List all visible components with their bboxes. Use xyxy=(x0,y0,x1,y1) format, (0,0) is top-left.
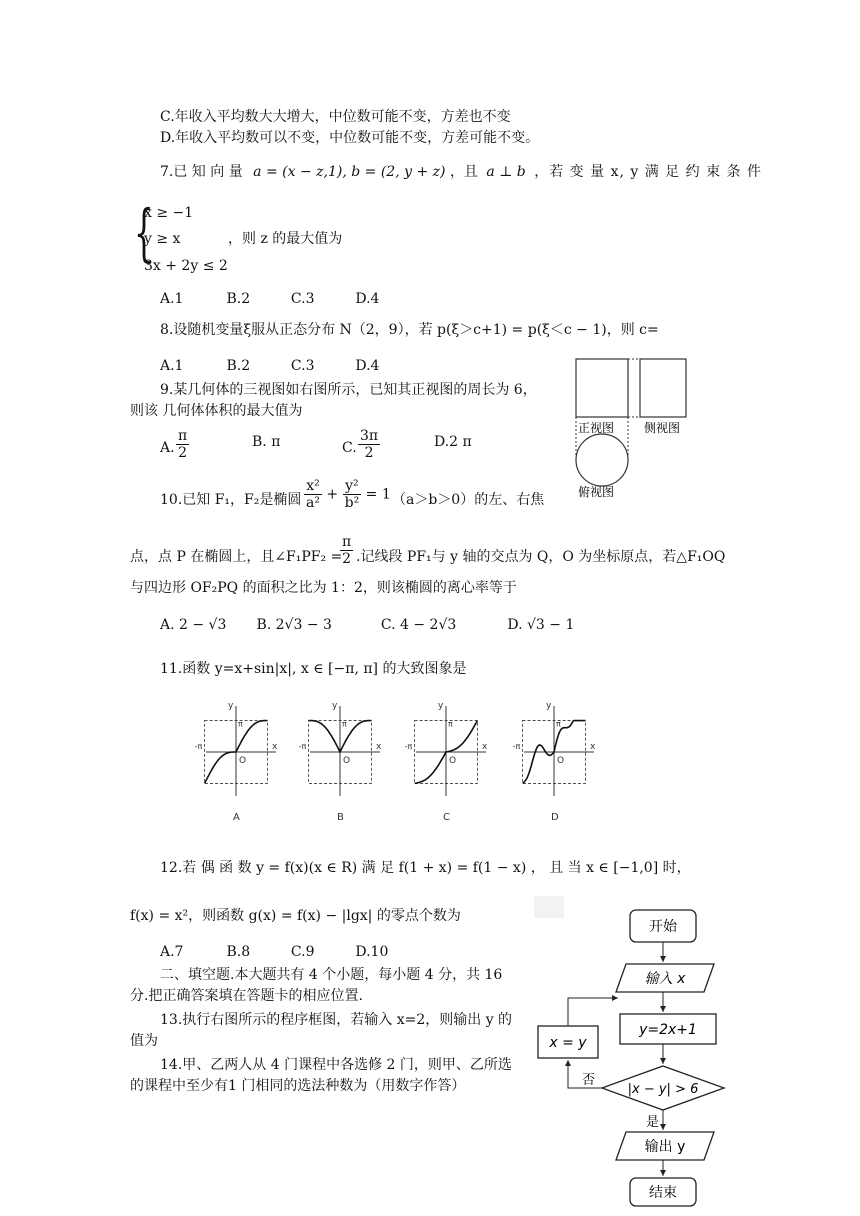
angle-frac xyxy=(340,534,353,567)
loop-arrow xyxy=(568,998,618,1026)
plus-sign: + xyxy=(326,486,339,503)
pi-label: π xyxy=(238,719,243,729)
origin-label: O xyxy=(343,756,351,766)
q7-and: ，且 xyxy=(449,164,478,180)
equals-one: = 1 xyxy=(365,486,391,503)
q7-option-d: D.4 xyxy=(355,291,380,307)
constraint-1: x ≥ −1 xyxy=(144,205,194,221)
q7-option-a: A.1 xyxy=(160,291,184,307)
q11-text: 11.函数 y=x+sin|x|, x ∈ [−π, π] 的大致图象是 xyxy=(160,661,467,677)
q10-line-1-lead: 10.已知 F₁，F₂是椭圆 xyxy=(160,492,302,508)
q7-constraint-lead: ，若 变 量 x, y 满 足 约 束 条 件 xyxy=(534,164,762,180)
q8-option-a: A.1 xyxy=(160,358,184,374)
top-view-label: 俯视图 xyxy=(578,485,615,499)
frac-num: π xyxy=(178,428,188,444)
q7-perp: a ⊥ b xyxy=(486,164,526,180)
q8-option-c: C.3 xyxy=(290,358,315,374)
q8-options xyxy=(160,356,379,376)
graph-label-c: C xyxy=(443,812,450,823)
frac-den: a² xyxy=(306,495,320,511)
graph-label-b: B xyxy=(337,812,344,823)
three-view-figure xyxy=(570,356,690,501)
condition-label: |x − y| > 6 xyxy=(627,1082,699,1097)
q10-line-1-tail: （a＞b＞0）的左、右焦 xyxy=(392,492,545,508)
q10-option-b: B. 2√3 − 3 xyxy=(256,617,332,633)
end-label: 结束 xyxy=(649,1185,677,1201)
q9-option-a-prefix: A. xyxy=(160,440,175,456)
neg-pi-label: -π xyxy=(194,742,203,751)
input-label: 输入 x xyxy=(644,971,686,987)
frac-num: y² xyxy=(343,478,362,495)
q12-option-b: B.8 xyxy=(226,944,251,960)
ellipse-equation xyxy=(304,478,391,511)
origin-label: O xyxy=(557,756,565,766)
option-c-text: C.年收入平均数大大增大，中位数可能不变，方差也不变 xyxy=(160,109,511,125)
frac-den: 2 xyxy=(178,445,188,461)
q12-line-1: 12.若 偶 函 数 y = f(x)(x ∈ R) 满 足 f(1 + x) = f(1 − x) ， 且 当 x ∈ [−1,0] 时， xyxy=(160,860,691,876)
graph-label-d: D xyxy=(551,812,559,823)
output-label: 输出 y xyxy=(644,1139,686,1155)
x-axis-label: x xyxy=(272,742,278,752)
q7-option-b: B.2 xyxy=(226,291,251,307)
origin-label: O xyxy=(449,756,457,766)
start-label: 开始 xyxy=(649,919,677,935)
neg-pi-label: -π xyxy=(298,742,307,751)
front-view-label: 正视图 xyxy=(578,421,615,435)
graph-label-a: A xyxy=(233,812,240,823)
q14-line-1: 14.甲、乙两人从 4 门课程中各选修 2 门，则甲、乙所选 xyxy=(160,1057,512,1073)
q9-option-d: D.2 π xyxy=(434,434,472,450)
q7-line xyxy=(160,162,762,182)
q9-option-a-frac xyxy=(176,428,189,461)
y-axis-label: y xyxy=(546,701,552,711)
frac-num: x² xyxy=(304,478,322,495)
side-view-rect xyxy=(640,359,686,417)
q7-vectors: a = (x − z,1), b = (2, y + z) xyxy=(253,164,446,180)
q7-intro: 7.已 知 向 量 xyxy=(160,164,243,180)
q8-text: 8.设随机变量ξ服从正态分布 N（2，9），若 p(ξ＞c+1) = p(ξ＜c − 1)，则 c= xyxy=(160,322,659,338)
frac-den: b² xyxy=(344,495,360,511)
q12-option-d: D.10 xyxy=(355,944,389,960)
q12-option-a: A.7 xyxy=(160,944,184,960)
q9-option-c-prefix: C. xyxy=(342,440,357,456)
flowchart xyxy=(534,900,734,1210)
q13-line-1: 13.执行右图所示的程序框图，若输入 x=2，则输出 y 的 xyxy=(160,1012,513,1028)
x-axis-label: x xyxy=(590,742,596,752)
q8-option-d: D.4 xyxy=(355,358,380,374)
constraint-3: 3x + 2y ≤ 2 xyxy=(144,258,228,274)
frac-x xyxy=(304,478,322,511)
q13-line-2: 值为 xyxy=(130,1033,158,1049)
pi-label: π xyxy=(342,719,347,729)
q10-line-3: 与四边形 OF₂PQ 的面积之比为 1：2，则该椭圆的离心率等于 xyxy=(130,580,517,596)
q12-option-c: C.9 xyxy=(290,944,315,960)
q7-options xyxy=(160,289,379,309)
q9-line-1: 9.某几何体的三视图如右图所示，已知其正视图的周长为 6， xyxy=(160,382,537,398)
frac-den: 2 xyxy=(364,445,374,461)
pi-label: π xyxy=(448,719,453,729)
constraint-2: y ≥ x xyxy=(144,231,181,247)
frac-num: π xyxy=(342,534,352,550)
q7-question: ，则 z 的最大值为 xyxy=(228,231,343,247)
x-axis-label: x xyxy=(376,742,382,752)
top-view-circle xyxy=(576,434,628,486)
frac-den: 2 xyxy=(342,551,352,567)
q10-line-2-tail: .记线段 PF₁与 y 轴的交点为 Q，O 为坐标原点，若△F₁OQ xyxy=(356,549,726,565)
no-label: 否 xyxy=(582,1073,596,1088)
origin-label: O xyxy=(239,756,247,766)
x-axis-label: x xyxy=(482,742,488,752)
pi-label: π xyxy=(556,719,561,729)
yes-label: 是 xyxy=(646,1115,660,1130)
frac-num: 3π xyxy=(360,428,379,444)
q12-line-2: f(x) = x²，则函数 g(x) = f(x) − |lgx| 的零点个数为 xyxy=(130,908,461,924)
q9-line-2: 则该 几何体体积的最大值为 xyxy=(130,403,303,419)
neg-pi-label: -π xyxy=(512,742,521,751)
q10-option-a: A. 2 − √3 xyxy=(160,617,227,633)
neg-pi-label: -π xyxy=(404,742,413,751)
option-d-text: D.年收入平均数可以不变，中位数可能不变，方差可能不变。 xyxy=(160,130,540,146)
q12-options xyxy=(160,942,388,962)
y-axis-label: y xyxy=(332,701,338,711)
frac-y xyxy=(343,478,362,511)
constraint-brace: { xyxy=(134,196,154,269)
q10-option-d: D. √3 − 1 xyxy=(507,617,575,633)
section-2-line-1: 二、填空题.本大题共有 4 个小题，每小题 4 分，共 16 xyxy=(160,967,503,983)
q9-option-c-frac xyxy=(358,428,380,461)
y-axis-label: y xyxy=(228,701,234,711)
q10-options xyxy=(160,615,574,635)
update-label: x = y xyxy=(549,1035,587,1051)
section-2-line-2: 分.把正确答案填在答题卡的相应位置. xyxy=(130,988,363,1004)
q11-graphs xyxy=(194,696,596,826)
front-view-rect xyxy=(576,359,628,417)
assign-label: y=2x+1 xyxy=(639,1022,697,1038)
q10-option-c: C. 4 − 2√3 xyxy=(380,617,457,633)
q8-option-b: B.2 xyxy=(226,358,251,374)
q7-option-c: C.3 xyxy=(290,291,315,307)
y-axis-label: y xyxy=(438,701,444,711)
side-view-label: 侧视图 xyxy=(644,421,681,435)
q9-option-b: B. π xyxy=(252,434,281,450)
q14-line-2: 的课程中至少有1 门相同的选法种数为（用数字作答） xyxy=(130,1078,466,1094)
q10-line-2-lead: 点，点 P 在椭圆上，且∠F₁PF₂ = xyxy=(130,549,343,565)
